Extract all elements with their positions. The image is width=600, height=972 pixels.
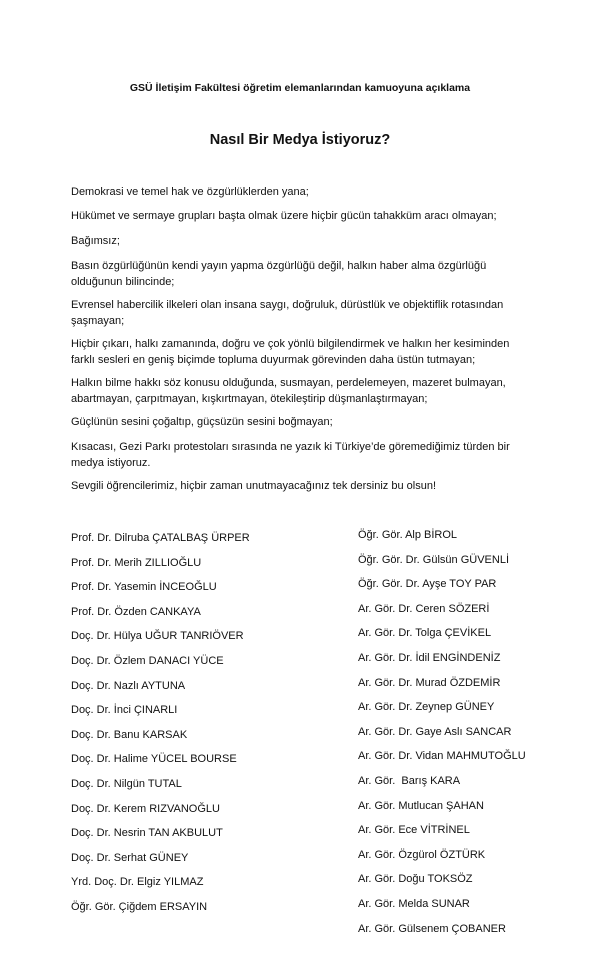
paragraph: Kısacası, Gezi Parkı protestoları sırasında ne yazık ki Türkiye’de göremediğimiz türden bir medya istiyoruz.	[71, 441, 510, 469]
signatory-name: Yrd. Doç. Dr. Elgiz YILMAZ	[71, 876, 204, 889]
paragraph: Basın özgürlüğünün kendi yayın yapma özgürlüğü değil, halkın haber alma özgürlüğü olduğunun bilincinde;	[71, 260, 487, 288]
signatory-name: Ar. Gör. Özgürol ÖZTÜRK	[358, 848, 486, 861]
signatory-name: Ar. Gör. Ece VİTRİNEL	[358, 824, 470, 837]
paragraph: Halkın bilme hakkı söz konusu olduğunda, susmayan, perdelemeyen, mazeret bulmayan, abartmayan, çarpıtmayan, kışkırtmayan, ötekileştirip düşmanlaştırmayan;	[71, 377, 506, 405]
signatory-name: Ar. Gör. Dr. Ceren SÖZERİ	[358, 602, 490, 615]
signatory-name: Ar. Gör. Dr. Zeynep GÜNEY	[358, 701, 495, 714]
signatory-name: Öğr. Gör. Dr. Gülsün GÜVENLİ	[358, 553, 509, 566]
signatory-name: Doç. Dr. Banu KARSAK	[71, 728, 188, 741]
paragraph: Güçlünün sesini çoğaltıp, güçsüzün sesini boğmayan;	[71, 416, 333, 428]
paragraph: Demokrasi ve temel hak ve özgürlüklerden yana;	[71, 186, 309, 198]
signatory-name: Ar. Gör. Barış KARA	[358, 775, 461, 787]
signatory-name: Prof. Dr. Yasemin İNCEOĞLU	[71, 581, 217, 594]
signatory-name: Doç. Dr. Özlem DANACI YÜCE	[71, 655, 224, 667]
signatory-name: Öğr. Gör. Alp BİROL	[358, 529, 458, 541]
signatory-name: Öğr. Gör. Çiğdem ERSAYIN	[71, 901, 208, 913]
paragraph: Bağımsız;	[71, 235, 120, 247]
signatory-name: Prof. Dr. Özden CANKAYA	[71, 605, 201, 618]
signatory-name: Öğr. Gör. Dr. Ayşe TOY PAR	[358, 578, 497, 591]
paragraph: Hiçbir çıkarı, halkı zamanında, doğru ve çok yönlü bilgilendirmek ve halkın her kesiminden farklı sesleri en geniş biçimde topluma duyurmak görevinden daha üstün tutmayan;	[71, 338, 510, 366]
paragraph: Hükümet ve sermaye grupları başta olmak üzere hiçbir gücün tahakküm aracı olmayan;	[71, 210, 497, 222]
signatory-name: Doç. Dr. Serhat GÜNEY	[71, 851, 189, 864]
signatory-name: Doç. Dr. Halime YÜCEL BOURSE	[71, 753, 237, 766]
signatory-name: Ar. Gör. Gülsenem ÇOBANER	[358, 922, 506, 935]
signatory-name: Doç. Dr. Nazlı AYTUNA	[71, 679, 186, 692]
paragraph: Evrensel habercilik ilkeleri olan insana saygı, doğruluk, dürüstlük ve objektiflik rotasından şaşmayan;	[71, 299, 504, 327]
document-title: Nasıl Bir Medya İstiyoruz?	[209, 132, 391, 148]
signatory-name: Ar. Gör. Mutlucan ŞAHAN	[358, 799, 484, 812]
signatory-name: Ar. Gör. Dr. Gaye Aslı SANCAR	[358, 725, 512, 738]
signatory-name: Doç. Dr. Nesrin TAN AKBULUT	[71, 827, 223, 840]
signatory-name: Doç. Dr. Hülya UĞUR TANRIÖVER	[71, 630, 244, 643]
signatory-name: Doç. Dr. Nilgün TUTAL	[71, 778, 182, 790]
signatory-name: Ar. Gör. Doğu TOKSÖZ	[358, 873, 473, 886]
signatory-name: Ar. Gör. Dr. Murad ÖZDEMİR	[358, 676, 501, 689]
signatory-name: Ar. Gör. Dr. Tolga ÇEVİKEL	[358, 627, 492, 640]
document-subtitle: GSÜ İletişim Fakültesi öğretim elemanlarından kamuoyuna açıklama	[129, 82, 471, 94]
signatory-name: Ar. Gör. Dr. Vidan MAHMUTOĞLU	[358, 750, 526, 763]
signatory-name: Ar. Gör. Melda SUNAR	[358, 898, 470, 910]
signatory-name: Doç. Dr. İnci ÇINARLI	[71, 704, 178, 717]
signatory-name: Prof. Dr. Dilruba ÇATALBAŞ ÜRPER	[71, 532, 250, 544]
signatory-name: Doç. Dr. Kerem RIZVANOĞLU	[71, 802, 220, 815]
paragraph: Sevgili öğrencilerimiz, hiçbir zaman unutmayacağınız tek dersiniz bu olsun!	[71, 480, 437, 492]
signatory-name: Ar. Gör. Dr. İdil ENGİNDENİZ	[358, 652, 501, 664]
signatory-name: Prof. Dr. Merih ZILLIOĞLU	[71, 556, 202, 569]
